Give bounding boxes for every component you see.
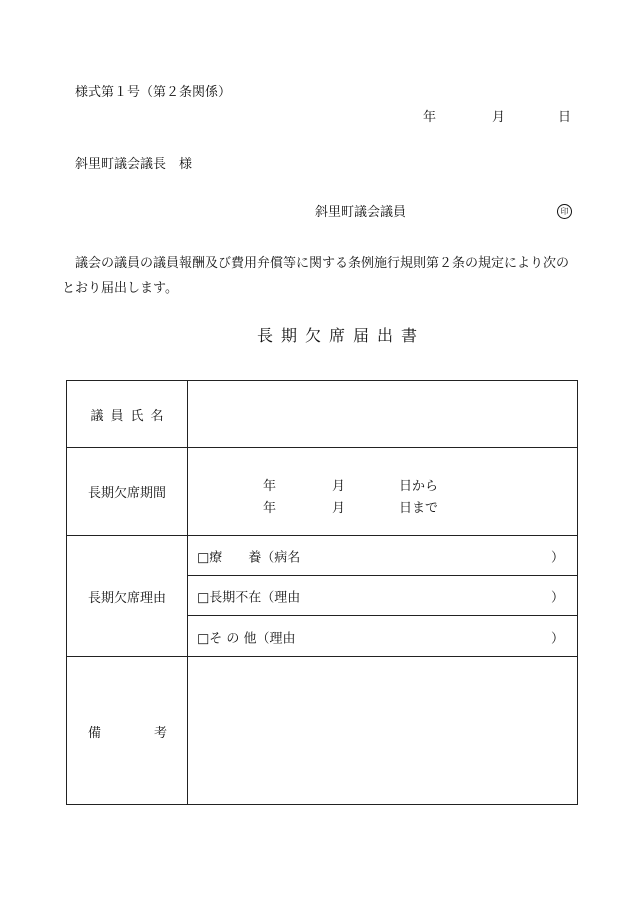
period-label-text: 長期欠席期間	[87, 486, 166, 501]
reason-other	[188, 616, 577, 657]
reason-long-absence-text: □長期不在（理由	[197, 590, 301, 605]
member-name-row	[67, 381, 577, 448]
form-number: 様式第１号（第２条関係）	[75, 85, 232, 100]
reason-label-text: 長期欠席理由	[87, 590, 166, 606]
date-year-label: 年	[423, 110, 437, 125]
reason-medical	[188, 536, 577, 576]
member-name-label	[67, 381, 188, 447]
period-until-month: 月	[332, 501, 346, 516]
reason-medical-close: ）	[550, 550, 564, 565]
reason-other-close: ）	[550, 631, 564, 646]
reason-other-text: □そ の 他（理由	[197, 631, 296, 646]
period-from-year: 年	[263, 479, 277, 494]
reason-medical-text: □療 養（病名	[197, 550, 301, 565]
seal-icon: 印	[557, 204, 572, 219]
remarks-label-char-2: 考	[153, 725, 167, 741]
date-month-label: 月	[492, 110, 506, 125]
period-row	[67, 448, 577, 536]
member-label: 斜里町議会議員	[315, 205, 407, 220]
body-text: 議会の議員の議員報酬及び費用弁償等に関する条例施行規則第２条の規定により次のとおり届出します。	[62, 256, 570, 296]
reason-long-absence	[188, 576, 577, 616]
member-name-label-text: 議員氏名	[90, 408, 171, 424]
reason-row	[67, 536, 577, 657]
remarks-label-char-1: 備	[88, 725, 102, 741]
period-until-year: 年	[263, 501, 277, 516]
period-until-day: 日まで	[399, 501, 439, 516]
remarks-label	[67, 657, 188, 805]
period-label	[67, 448, 188, 535]
period-from-day: 日から	[399, 479, 439, 494]
document-title: 長期欠席届出書	[257, 326, 426, 345]
period-from-month: 月	[332, 479, 346, 494]
date-day-label: 日	[558, 110, 572, 125]
remarks-row	[67, 657, 577, 805]
addressee: 斜里町議会議長 様	[75, 157, 193, 172]
reason-label	[67, 536, 188, 656]
absence-form-table	[66, 380, 578, 805]
reason-long-absence-close: ）	[550, 590, 564, 605]
